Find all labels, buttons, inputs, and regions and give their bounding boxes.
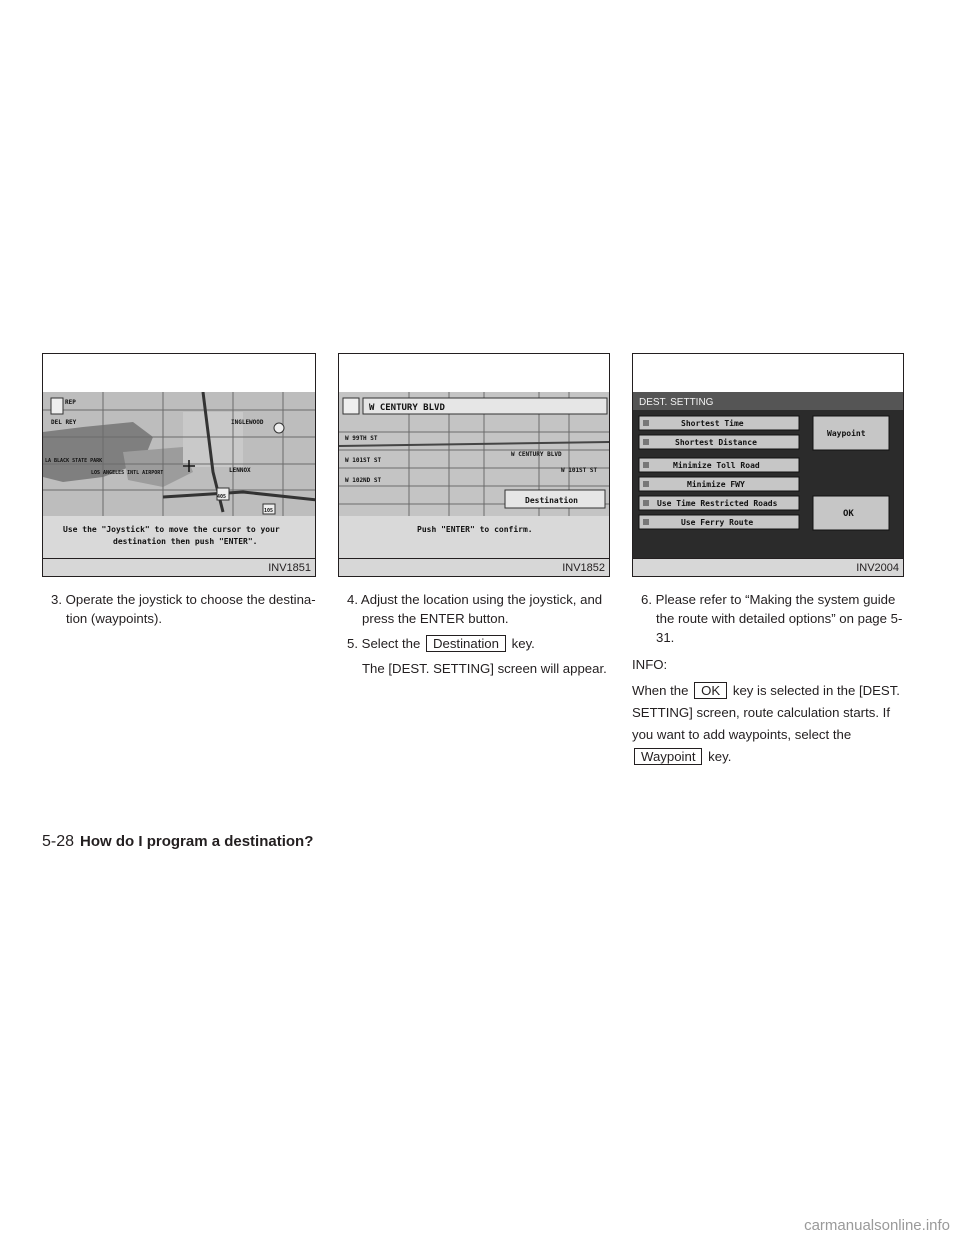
option-label-shortest-time: Shortest Time [681, 419, 744, 428]
map-label-rep: REP [65, 399, 76, 406]
street-message: Push "ENTER" to confirm. [417, 525, 533, 534]
street-label-century: W CENTURY BLVD [511, 451, 562, 458]
figure-map-destination [338, 353, 610, 577]
street-name-header: W CENTURY BLVD [369, 403, 445, 413]
figure-dest-setting [632, 353, 904, 577]
street-label-101st-east: W 101ST ST [561, 467, 598, 474]
ok-screen-label: OK [843, 509, 854, 519]
map-label-inglewood: INGLEWOOD [231, 419, 264, 426]
ok-key: OK [694, 682, 727, 699]
map-message-line1: Use the "Joystick" to move the cursor to your [63, 525, 280, 534]
nav-screen-map [43, 392, 315, 560]
figure-id: INV1852 [562, 562, 605, 574]
watermark: carmanualsonline.info [804, 1217, 950, 1234]
map-label-405: 405 [217, 494, 227, 500]
page-footer [42, 833, 313, 851]
step-5-result: The [DEST. SETTING] screen will appear. [362, 661, 607, 676]
step-3: 3. Operate the joystick to choose the destina-tion (waypoints). [51, 592, 316, 626]
option-label-minimize-fwy: Minimize FWY [687, 480, 745, 489]
street-label-99th: W 99TH ST [345, 435, 378, 442]
street-label-101st: W 101ST ST [345, 457, 382, 464]
map-label-lennox: LENNOX [229, 467, 251, 474]
page-number: 5-28 [42, 833, 75, 850]
figure-id: INV2004 [856, 562, 899, 574]
map-label-airport: LOS ANGELES INTL AIRPORT [91, 470, 164, 476]
map-label-105: 105 [264, 508, 274, 514]
option-label-ferry-route: Use Ferry Route [681, 518, 754, 527]
figure-map-cursor [42, 353, 316, 577]
column-1 [42, 590, 316, 628]
map-message-line2: destination then push "ENTER". [113, 537, 258, 546]
info-suffix: key. [708, 749, 732, 764]
option-label-time-restricted: Use Time Restricted Roads [657, 499, 778, 508]
street-map-illustration [339, 392, 609, 560]
info-middle: key is selected in the [DEST. SETTING] screen, route calculation starts. If you want to add waypoints, select the [632, 683, 900, 742]
destination-key: Destination [426, 635, 506, 652]
map-label-state-park: LA BLACK STATE PARK [45, 458, 103, 464]
dest-setting-illustration [633, 392, 903, 560]
step-5-suffix: key. [511, 636, 535, 651]
option-label-minimize-toll: Minimize Toll Road [673, 461, 760, 470]
waypoint-key: Waypoint [634, 748, 702, 765]
destination-map-button-label: Destination [525, 496, 578, 505]
nav-screen-dest-setting [633, 392, 903, 560]
info-prefix: When the [632, 683, 689, 698]
column-2 [338, 590, 610, 678]
street-label-102nd: W 102ND ST [345, 477, 382, 484]
waypoint-screen-label: Waypoint [827, 429, 866, 438]
step-6: 6. Please refer to “Making the system guide the route with detailed options” on page 5-31. [641, 592, 903, 645]
figure-id: INV1851 [268, 562, 311, 574]
step-4: 4. Adjust the location using the joystick, and press the ENTER button. [347, 592, 603, 626]
dest-setting-title: DEST. SETTING [639, 397, 714, 408]
column-3 [632, 590, 904, 768]
section-title: How do I program a destination? [80, 833, 314, 850]
info-label: INFO: [632, 657, 668, 672]
map-label-del-rey: DEL REY [51, 419, 77, 426]
step-5 [338, 634, 610, 653]
info-text [632, 680, 904, 768]
step-5-prefix: 5. Select the [347, 636, 421, 651]
option-label-shortest-distance: Shortest Distance [675, 438, 757, 447]
map-illustration [43, 392, 315, 560]
nav-screen-street [339, 392, 609, 560]
